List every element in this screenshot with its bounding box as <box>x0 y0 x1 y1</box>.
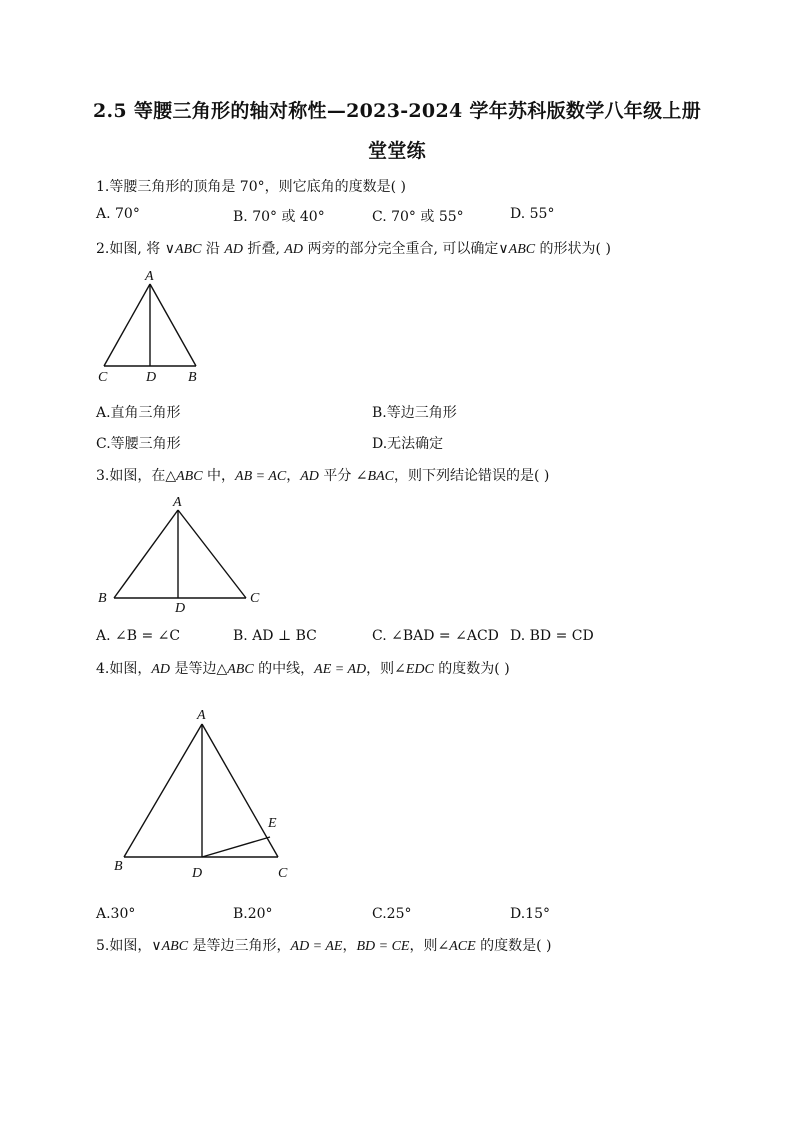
stem-text: ，则 <box>409 938 438 954</box>
question-4-option-a: A.30° <box>96 906 136 922</box>
stem-math: ∨ABC <box>151 939 189 954</box>
stem-text: 是等边 <box>170 661 217 677</box>
stem-text: 是等边三角形， <box>188 938 291 954</box>
question-3-option-c: C. ∠BAD = ∠ACD <box>372 628 499 644</box>
question-2-figure <box>90 262 220 388</box>
label-e: E <box>268 816 277 831</box>
edge-ac <box>178 510 246 598</box>
stem-text: ，则下列结论错误的是( ) <box>393 468 550 484</box>
stem-text: 中， <box>202 468 236 484</box>
stem-math: AD <box>151 662 171 677</box>
label-a: A <box>197 708 206 723</box>
question-2-option-b: B.等边三角形 <box>372 405 457 421</box>
question-3-stem <box>96 465 549 485</box>
worksheet-title: 2.5 等腰三角形的轴对称性—2023-2024 学年苏科版数学八年级上册 <box>92 100 702 122</box>
stem-math: △ABC <box>216 662 254 677</box>
stem-text: 的中线， <box>253 661 315 677</box>
question-1-option-a: A. 70° <box>96 206 140 222</box>
question-3-option-d: D. BD = CD <box>510 628 594 644</box>
worksheet-subtitle: 堂堂练 <box>368 140 426 162</box>
stem-text: 3.如图，在 <box>96 468 166 484</box>
stem-text: ， <box>342 938 357 954</box>
label-d: D <box>192 866 203 881</box>
stem-text: 两旁的部分完全重合, 可以确定 <box>303 241 499 257</box>
question-5-stem <box>96 935 551 955</box>
question-2-stem <box>96 238 611 258</box>
question-1-stem: 1.等腰三角形的顶角是 70°，则它底角的度数是( ) <box>96 179 406 195</box>
stem-math: AD = AE <box>290 939 343 954</box>
question-3-figure <box>90 490 270 620</box>
label-c: C <box>250 591 260 606</box>
stem-text: ，则 <box>366 661 395 677</box>
label-a: A <box>173 495 182 510</box>
stem-math: AE = AD <box>314 662 367 677</box>
stem-math: ∨ABC <box>164 242 202 257</box>
edge-ab <box>124 724 202 857</box>
question-2-option-d: D.无法确定 <box>372 436 444 452</box>
stem-text: 4.如图， <box>96 661 152 677</box>
stem-text: 的度数为( ) <box>433 661 510 677</box>
question-4-option-c: C.25° <box>372 906 412 922</box>
label-d: D <box>175 601 186 616</box>
edge-ab <box>114 510 178 598</box>
stem-text: 沿 <box>201 241 225 257</box>
label-d: D <box>146 370 157 385</box>
edge-ab <box>150 284 196 366</box>
question-1-option-d: D. 55° <box>510 206 555 222</box>
question-1-option-c: C. 70° 或 55° <box>372 209 464 225</box>
question-3-option-a: A. ∠B = ∠C <box>96 628 181 644</box>
stem-text: 的形状为( ) <box>535 241 611 257</box>
stem-text: 5.如图， <box>96 938 152 954</box>
question-3-option-b: B. AD ⊥ BC <box>233 628 317 644</box>
question-4-option-b: B.20° <box>233 906 273 922</box>
label-a: A <box>145 269 154 284</box>
stem-text: 折叠, <box>243 241 285 257</box>
stem-math: ∨ABC <box>498 242 536 257</box>
stem-text: 平分 <box>318 468 356 484</box>
label-c: C <box>278 866 288 881</box>
stem-math: ∠BAC <box>355 469 394 484</box>
question-4-option-d: D.15° <box>510 906 550 922</box>
stem-math: BD = CE <box>356 939 410 954</box>
question-4-stem <box>96 658 510 678</box>
stem-math: AD <box>284 242 304 257</box>
question-1-option-b: B. 70° 或 40° <box>233 209 325 225</box>
stem-math: △ABC <box>165 469 203 484</box>
edge-ac <box>202 724 278 857</box>
question-2-option-c: C.等腰三角形 <box>96 436 181 452</box>
label-c: C <box>98 370 108 385</box>
question-4-figure <box>100 700 310 885</box>
edge-ac <box>104 284 150 366</box>
label-b: B <box>188 370 197 385</box>
stem-math: AD <box>224 242 243 257</box>
stem-math: AB = AC <box>235 469 287 484</box>
stem-text: 的度数是( ) <box>475 938 552 954</box>
stem-text: ， <box>286 468 301 484</box>
question-2-option-a: A.直角三角形 <box>96 405 181 421</box>
stem-math: AD <box>300 469 319 484</box>
stem-math: ∠EDC <box>394 662 434 677</box>
label-b: B <box>98 591 107 606</box>
edge-de <box>202 837 270 857</box>
stem-text: 2.如图, 将 <box>96 241 165 257</box>
stem-math: ∠ACE <box>437 939 476 954</box>
label-b: B <box>114 859 123 874</box>
